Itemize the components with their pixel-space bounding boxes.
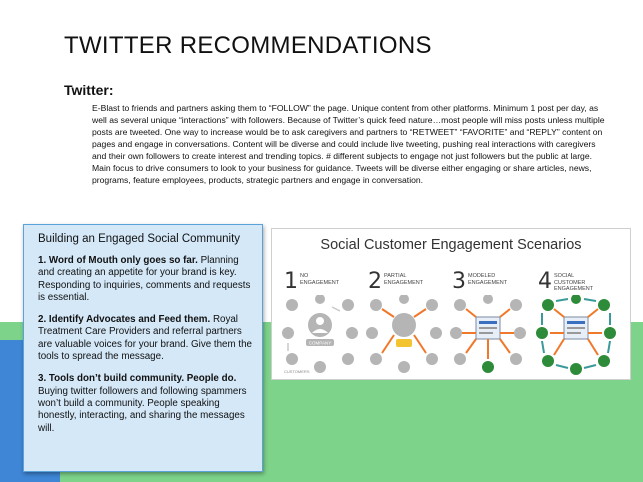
scenario-2-label: PARTIAL ENGAGEMENT: [384, 273, 424, 286]
box-item-lead: 2. Identify Advocates and Feed them.: [38, 314, 211, 326]
box-item-tools: [38, 373, 252, 434]
scenario-3-number: 3: [452, 269, 466, 294]
box-item-advocates: [38, 314, 252, 363]
twitter-subheading: Twitter:: [64, 82, 114, 98]
scenario-4-label: SOCIAL CUSTOMER ENGAGEMENT: [554, 273, 594, 292]
infographic-title: Social Customer Engagement Scenarios: [320, 237, 582, 253]
scenario-4-number: 4: [538, 269, 552, 294]
scenario-3-label: MODELED ENGAGEMENT: [468, 273, 508, 286]
scenario-3-diagram: [448, 295, 528, 375]
slide-title: TWITTER RECOMMENDATIONS: [64, 32, 432, 59]
box-item-text: Royal Treatment Care Providers and referral partners are valuable voices for your brand. Give them the tools to spread the message.: [38, 314, 253, 363]
company-label: COMPANY: [308, 340, 332, 346]
twitter-body-text: E-Blast to friends and partners asking them to “FOLLOW” the page. Unique content from other platforms. Minimum 1 post per day, as well as several unique “interactions” with followers. Because of Twitter’s quick feed nature…most people will miss posts unless multiple posts are tweeted. One way to increase would be to ask caregivers and partners to “RETWEET” “FAVORITE” and “REPLY” content on pages and engage in conversations. Content will be diverse and could include live tweeting, pushing real interactions with caregivers and their own followers to create interest and trending topics. # different subjects to engage not just followers but the public at large. Main focus to drive consumers to look to your business for guidance. Tweets will be diverse either engaging or share articles, news, programs, feature employees, products, strategic partners and engage in conversation.: [92, 103, 605, 185]
engagement-infographic: [271, 228, 631, 380]
box-item-lead: 1. Word of Mouth only goes so far.: [38, 255, 198, 266]
scenario-1-label: NO ENGAGEMENT: [300, 273, 340, 286]
customers-label: CUSTOMERS: [284, 369, 310, 374]
box-item-text: Planning and creating an appetite for your brand is key. Responding to inquiries, comments and requests is essential.: [38, 255, 251, 303]
scenario-1-number: 1: [284, 269, 298, 294]
scenario-2-diagram: [364, 295, 444, 375]
scenario-1-diagram: [280, 295, 360, 375]
engaged-community-box: [23, 224, 263, 472]
box-heading: Building an Engaged Social Community: [38, 233, 241, 245]
box-item-lead: 3. Tools don’t build community. People do.: [38, 373, 237, 385]
scenario-4-diagram: [534, 295, 618, 375]
scenario-2-number: 2: [368, 269, 382, 294]
box-item-word-of-mouth: [38, 255, 252, 304]
box-item-text: Buying twitter followers and following spammers won’t build a community. People speaking honestly, interacting, and sharing the messages will.: [38, 385, 247, 434]
